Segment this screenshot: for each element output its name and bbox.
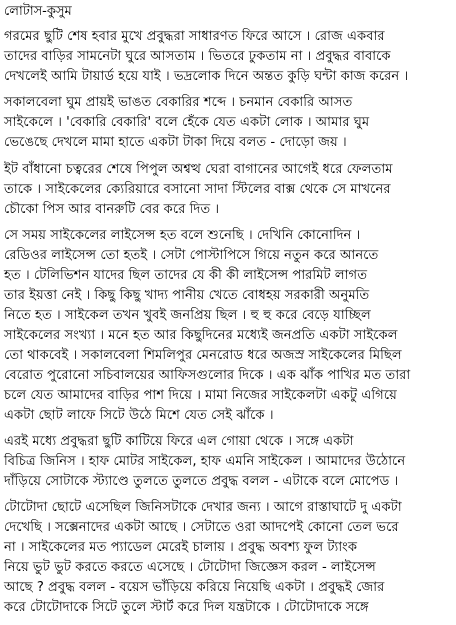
text-line: না । সাইকেলের মত প্যাডেল মেরেই চালায় । প্রবুদ্ধ অবশ্য ফুল ট্যাংক [4,540,358,555]
text-line: দাঁড়িয়ে সোটাকে স্ট্যাণ্ডে তুলতে তুলতে প্রবুদ্ধ বলল - এটাকে বলে মোপেড । [4,473,399,489]
text-line: সে সময় সাইকেলের লাইসেন্স হত বলে শুনেছি । দেখিনি কোনোদিন । [4,227,361,243]
text-line: ইট বাঁধানো চত্বরের শেষে পিপুল অশ্বত্থ ঘেরা বাগানের আগেই ধরে ফেলতাম [4,161,393,177]
text-line: করে টোটোদাকে সিটে তুলে স্টার্ট করে দিল যন্ত্রটাকে । টোটোদাকে সঙ্গে [4,599,369,615]
text-line: তো থাকবেই । সকালবেলা শিমলিপুর মেনরোড ধরে অজস্র সাইকেলের মিছিল [4,347,402,363]
text-line: রেডিওর লাইসেন্স তো হতই । সেটা পোস্টাপিসে গিয়ে নতুন করে আনতে [4,247,379,263]
text-line: একটা ছোট লাফে সিটে উঠে মিশে যেত সেই ঝাঁকে । [4,407,274,423]
text-line: টোটোদা ছোটে এসেছিল জিনিসটাকে দেখার জন্য । আগে রাস্তাঘাটে দু একটা [4,500,402,516]
text-line: এরই মধ্যে প্রবুদ্ধরা ছুটি কাটিয়ে ফিরে এল গোয়া থেকে । সঙ্গে একটা [4,433,354,449]
text-line: চলে যেত আমাদের বাড়ির পাশ দিয়ে । মামা নিজের সাইকেলটা একটু এগিয়ে [4,387,397,403]
text-line: হত । টেলিভিশন যাদের ছিল তাদের যে কী কী লাইসেন্স পারমিট লাগত [4,267,368,283]
text-line: আছে ? প্রবুদ্ধ বলল - বয়েস ভাঁড়িয়ে করিয়ে নিয়েছি একটা । প্রবুদ্ধই জোর [4,579,385,595]
text-line: তাদের বাড়ির সামনেটা ঘুরে আসতাম । ভিতরে ঢুকতাম না । প্রবুদ্ধর বাবাকে [4,49,391,65]
text-line: দেখলেই আমি টায়ার্ড হয়ে যাই । ভদ্রলোক দিনে অন্তত কুড়ি ঘন্টা কাজ করেন । [4,69,409,85]
text-line: সকালবেলা ঘুম প্রায়ই ভাঙত বেকারির শব্দে । চনমান বেকারি আসত [4,95,353,111]
text-line: নিতে হত । সাইকেল তখন খুবই জনপ্রিয় ছিল । হু হু করে বেড়ে যাচ্ছিল [4,307,371,323]
text-line: তাকে । সাইকেলের ক্যেরিয়ারে বসানো সাদা স্টিলের বাক্স থেকে সে মাখনের [4,181,391,197]
text-line: তার ইয়ত্তা নেই । কিছু কিছু খাদ্য পানীয় খেতে বোধহয় সরকারী অনুমতি [4,287,370,303]
text-line: চৌকো পিস আর বানরুটি বের করে দিত । [4,201,220,217]
text-line: সাইকেলে । 'বেকারি বেকারি' বলে হেঁকে যেত একটা লোক । আমার ঘুম [4,115,370,131]
document-title: লোটাস-কুসুম [4,4,72,19]
text-line: গরমের ছুটি শেষ হবার মুখে প্রবুদ্ধরা সাধারণত ফিরে আসে । রোজ একবার [4,29,385,45]
text-line: দেখেছি । সক্সেনাদের একটা আছে । সেটাতে ওরা আদপেই কোনো তেল ভরে [4,520,399,535]
text-line: নিয়ে ভুট ভুট করতে করতে এসেছে । টোটোদা জিজ্ঞেস করল - লাইসেন্স [4,559,376,575]
text-line: বিচিত্র জিনিস । হাফ মোটর সাইকেল, হাফ এমনি সাইকেল । আমাদের উঠোনে [4,453,406,469]
text-line: বেরোত পুরোনো সচিবালয়ের আফিসগুলোর দিকে । এক ঝাঁক পাখির মত তারা [4,367,411,383]
text-line: সাইকেলের সংখ্যা । মনে হত আর কিছুদিনের মধ্যেই জনপ্রতি একটা সাইকেল [4,327,398,343]
text-line: ভেঙেছে দেখলে মামা হাতে একটা টাকা দিয়ে বলত - দোড়ো জয় । [4,135,347,151]
